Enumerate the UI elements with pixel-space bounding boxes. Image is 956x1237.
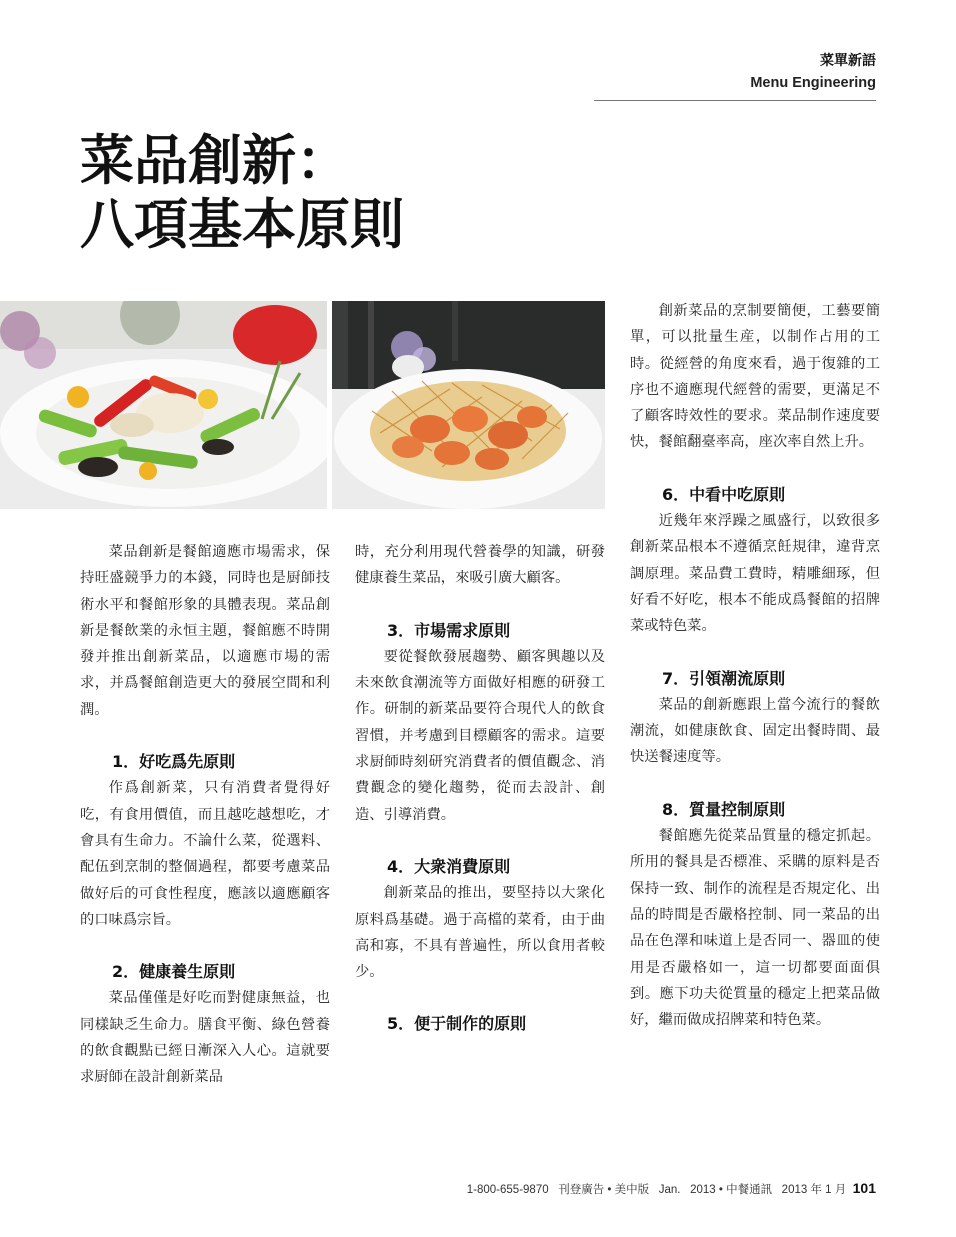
heading-2: 2．健康養生原則 <box>112 962 236 982</box>
heading-7: 7．引領潮流原則 <box>662 668 786 688</box>
footer-ad: 刊登廣告 <box>558 1184 605 1196</box>
heading-6: 6．中看中吃原則 <box>662 484 786 504</box>
body-4: 創新菜品的推出，要堅持以大衆化原料爲基礎。過于高檔的菜肴，由于曲高和寡，不具有普遍性，所以食用者較少。 <box>355 885 605 981</box>
footer-date-cn: 2013 年 1 月 <box>781 1184 847 1196</box>
header-rule <box>594 100 876 101</box>
footer-edition: 美中版 <box>614 1184 650 1196</box>
intro-paragraph: 菜品創新是餐館適應市場需求，保持旺盛競爭力的本錢，同時也是厨師技術水平和餐館形象的具體表現。菜品創新是餐飲業的永恒主題，餐館應不時開發并推出創新菜品，以適應市場的需求，并爲餐館創造更大的發展空間和利潤。 <box>80 544 330 718</box>
body-2b: 時，充分利用現代營養學的知識，研發健康養生菜品，來吸引廣大顧客。 <box>355 544 605 587</box>
body-5: 創新菜品的烹制要簡便，工藝要簡單，可以批量生産，以制作占用的工時。從經營的角度來看，過于復雜的工序也不適應現代經營的需要，更滿足不了顧客時效性的要求。菜品制作速度要快，餐館翻臺率高，座次率自然上升。 <box>630 303 880 451</box>
title-line-2: 八項基本原則 <box>80 192 404 256</box>
heading-4: 4．大衆消費原則 <box>387 856 511 876</box>
heading-8: 8．質量控制原則 <box>662 799 786 819</box>
body-7: 菜品的創新應跟上當今流行的餐飲潮流，如健康飲食、固定出餐時間、最快送餐速度等。 <box>630 696 880 766</box>
heading-5: 5．便于制作的原則 <box>387 1014 527 1034</box>
footer-year: 2013 <box>690 1184 716 1196</box>
article-title <box>80 128 404 256</box>
page-footer: 1-800-655-9870 刊登廣告 • 美中版 Jan. 2013 • 中餐通訊 2013 年 1 月 101 <box>466 1180 876 1196</box>
body-8: 餐館應先從菜品質量的穩定抓起。所用的餐具是否標准、采購的原料是否保持一致、制作的流程是否規定化、出品的時間是否嚴格控制、同一菜品的出品在色澤和味道上是否同一、器皿的使用是否嚴格如一，這一切都要面面俱到。應下功夫從質量的穩定上把菜品做好，繼而做成招牌菜和特色菜。 <box>630 828 880 1029</box>
footer-month: Jan. <box>658 1184 681 1196</box>
heading-3: 3．市場需求原則 <box>387 620 511 640</box>
column-2 <box>355 539 605 1038</box>
body-1: 作爲創新菜，只有消費者覺得好吃，有食用價值，而且越吃越想吃，才會具有生命力。不論什么菜，從選料、配伍到烹制的整個過程，都要考慮菜品做好后的可食性程度，應該以適應顧客的口味爲宗旨。 <box>80 780 330 928</box>
heading-1: 1．好吃爲先原則 <box>112 752 236 772</box>
section-title-en: Menu Engineering <box>750 75 876 91</box>
body-3: 要從餐飲發展趨勢、顧客興趣以及未來飲食潮流等方面做好相應的研發工作。研制的新菜品要符合現代人的飲食習慣，并考慮到目標顧客的需求。這要求厨師時刻研究消費者的價值觀念、消費觀念的變化趨勢，從而去設計、創造、引導消費。 <box>355 648 605 823</box>
section-title-cn: 菜單新語 <box>820 53 876 69</box>
vegetable-dish-photo <box>0 301 327 509</box>
page-number: 101 <box>852 1180 876 1196</box>
title-line-1: 菜品創新： <box>80 128 350 192</box>
shrimp-dish-photo <box>332 301 605 509</box>
footer-phone: 1-800-655-9870 <box>466 1184 549 1196</box>
body-2a: 菜品僅僅是好吃而對健康無益，也同樣缺乏生命力。膳食平衡、綠色營養的飲食觀點已經日漸深入人心。這就要求厨師在設計創新菜品 <box>80 990 330 1086</box>
body-6: 近幾年來浮躁之風盛行，以致很多創新菜品根本不遵循烹飪規律，違背烹調原理。菜品費工費時，精雕細琢，但好看不好吃，根本不能成爲餐館的招牌菜或特色菜。 <box>630 513 880 635</box>
column-1 <box>80 539 330 1091</box>
footer-magazine: 中餐通訊 <box>726 1184 773 1196</box>
column-3 <box>630 298 880 1033</box>
